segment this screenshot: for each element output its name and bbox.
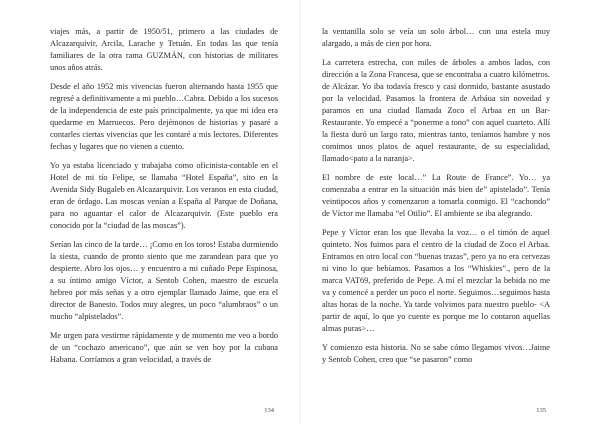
right-paragraph: Y comienzo esta historia. No se sabe cómo llegamos vivos…Jaime y Sentob Cohen, creo que “se pasaron” como [322,343,550,364]
right-page-number: 135 [536,407,546,414]
left-page-number: 134 [264,407,274,414]
left-paragraph: Me urgen para vestirme rápidamente y de momento me veo a bordo de un “cochazo americano”, que aún se ven hoy por la cubana Habana. Corríamos a gran velocidad, a través de [50,331,278,364]
right-paragraph: El nombre de este local…” La Route de France”. Yo… ya comenzaba a entrar en la situación más bien de” apistelado”. Tenía veintipocos años y comenzaron a tomarla conmigo. El “cachondo” de Víctor me llamaba “el Otilio”. El ambiente se iba alegrando. [322,173,550,218]
right-paragraph: Pepe y Víctor eran los que llevaba la voz… o el timón de aquel quinteto. Nos fuimos para el centro de la ciudad de Zoco el Arbaa. Entramos en otro local con “buenas trazas”, pero ya no era cervezas ni vino lo que bebíamos. Pasamos a los “Whiskies”., pero de la marca VAT69, preferido de Pepe. A mí el mezclar la bebida no me va y comencé a perder un poco el norte. Seguimos…seguimos hasta altas horas de la noche. Ya tarde volvimos para nuestro pueblo- <A partir de aquí, lo que yo cuente es porque me lo contaron aquellas almas puras>… [322,228,550,333]
right-paragraph: la ventanilla solo se veía un solo árbol… con una estela muy alargado, a más de cien por hora. [322,27,550,48]
left-paragraph: Yo ya estaba licenciado y trabajaba como oficinista-contable en el Hotel de mi tío Felipe, se llamaba “Hotel España”, sito en la Avenida Sidy Bugaleb en Alcazarquivir. Los veranos en esta ciudad, eran de órdago. Las moscas venían a España al Parque de Doñana, para no aguantar el calor de Alcazarquivir. (Este pueblo era conocido por la “ciudad de las moscas”). [50,161,278,230]
left-paragraph: Desde el año 1952 mis vivencias fueron alternando hasta 1955 que regresé a definitivamente a mi pueblo…Cabra. Debido a los sucesos de la independencia de este país principalmente, ya que mi idea era quedarme en Marruecos. Pero dejémonos de historias y pasaré a contarles ciertas vivencias que les contaré a mis lectores. Diferentes fechas y lugares que no vienen a cuento. [50,82,278,151]
right-page [300,0,600,424]
left-paragraph: viajes más, a partir de 1950/51, primero a las ciudades de Alcazarquivir, Arcila, Larache y Tetuán. En todas las que tenía familiares de la otra rama GUZMÁN, con historias de militares unos años atrás. [50,27,278,72]
left-paragraph: Serían las cinco de la tarde… ¡Como en los toros! Estaba durmiendo la siesta, cuando de pronto siento que me zarandean para que yo despierte. Abro los ojos… y encuentro a mi cuñado Pepe Espinosa, a su íntimo amigo Víctor, a Sentob Cohen, maestro de escuela hebreo por más señas y a otro ejemplar llamado Jaime, que era el director de Banesto. Todos muy alegres, un poco “alumbraos” o un mucho “alpistelados”. [50,240,278,321]
right-paragraph: La carretera estrecha, con miles de árboles a ambos lados, con dirección a la Zona Francesa, que se encontraba a cuatro kilómetros. de Alcázar. Yo iba todavía fresco y casi dormido, bastante asustado por la velocidad. Pasamos la frontera de Arbáua sin novedad y paramos en una ciudad llamada Zoco el Arbaa en un Bar-Restaurante. Yo empecé a “ponerme a tono” con aquel cuarteto. Allí la fiesta duró un largo rato, mientras tanto, teníamos hambre y nos comimos unos platos de aquel restaurante, de su especialidad, llamado<pato a la naranja>. [322,58,550,163]
